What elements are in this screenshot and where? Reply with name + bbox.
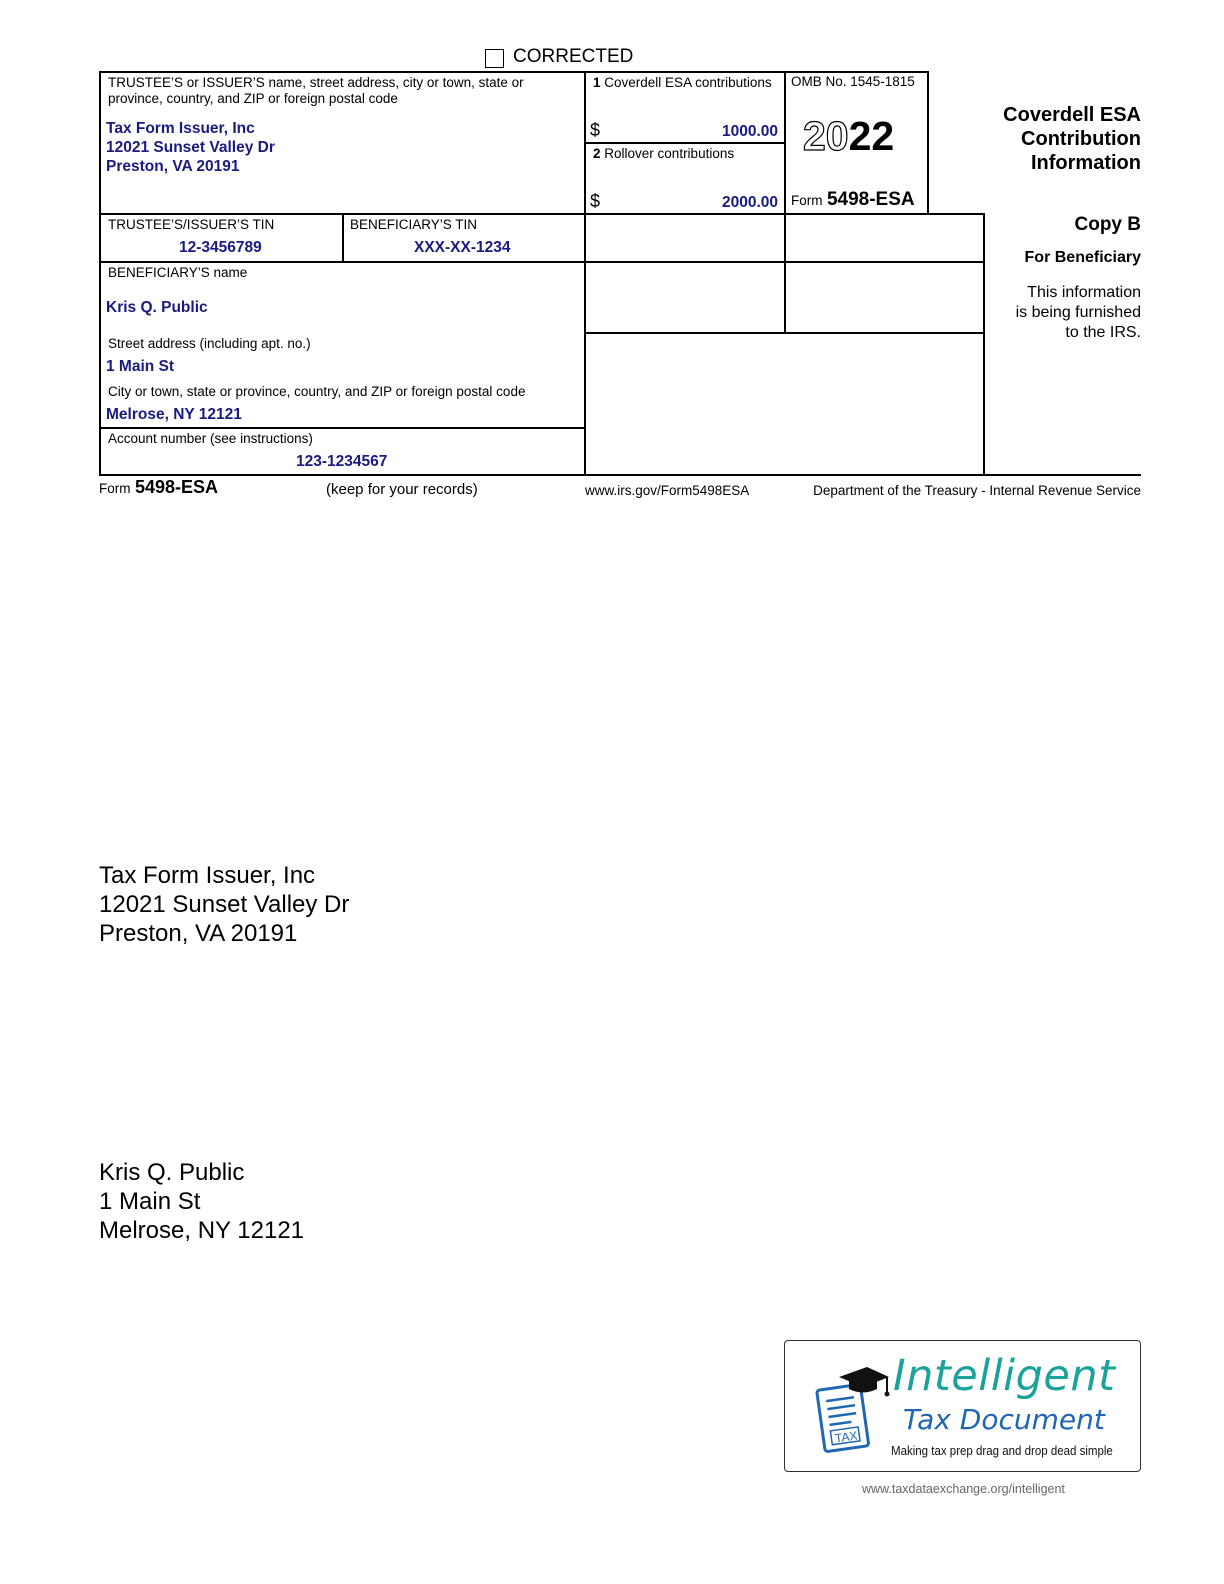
beneficiary-city: Melrose, NY 12121 [106,406,242,423]
logo-tagline: Making tax prep drag and drop dead simple [891,1444,1113,1458]
form-id: Form 5498-ESA [791,189,915,210]
logo-title-1: Intelligent [893,1351,1116,1401]
logo-url: www.taxdataexchange.org/intelligent [862,1482,1065,1496]
trustee-tin-label: TRUSTEE’S/ISSUER’S TIN [108,217,275,232]
footer-url: www.irs.gov/Form5498ESA [585,483,750,498]
beneficiary-tin-label: BENEFICIARY’S TIN [350,217,478,232]
beneficiary-name-label: BENEFICIARY’S name [108,265,248,280]
box1-label: 1 Coverdell ESA contributions [593,75,772,90]
beneficiary-city-label: City or town, state or province, country, and ZIP or foreign postal code [108,384,526,399]
account-label: Account number (see instructions) [108,431,313,446]
beneficiary-street-label: Street address (including apt. no.) [108,336,311,351]
box2-value: 2000.00 [721,194,778,211]
box2-dollar: $ [590,191,601,211]
form-title: Coverdell ESA Contribution Information [1003,104,1141,174]
footer-dept: Department of the Treasury - Internal Revenue Service [813,483,1141,498]
trustee-label: TRUSTEE’S or ISSUER’S name, street address, city or town, state or province, country, and ZIP or foreign postal code [108,75,524,106]
copy-for: For Beneficiary [1024,249,1141,266]
tax-year: 2022 [803,113,895,159]
beneficiary-street: 1 Main St [106,358,175,375]
trustee-tin-value: 12-3456789 [179,239,262,256]
trustee-name: Tax Form Issuer, Inc [106,120,255,137]
footer-keep: (keep for your records) [326,481,478,498]
box1-dollar: $ [590,120,601,140]
tax-document-icon [813,1365,893,1457]
beneficiary-tin-value: XXX-XX-1234 [414,239,511,256]
trustee-street: 12021 Sunset Valley Dr [106,139,275,156]
corrected-checkbox[interactable] [485,49,504,68]
logo-badge: TAX [834,1428,859,1446]
beneficiary-name: Kris Q. Public [106,299,208,316]
trustee-city: Preston, VA 20191 [106,158,240,175]
mailing-from: Tax Form Issuer, Inc 12021 Sunset Valley Dr Preston, VA 20191 [99,862,350,947]
corrected-label: CORRECTED [513,46,634,67]
mailing-to: Kris Q. Public 1 Main St Melrose, NY 12121 [99,1159,305,1244]
logo-title-2: Tax Document [903,1403,1105,1436]
account-value: 123-1234567 [296,453,388,470]
intelligent-tax-logo [784,1340,1141,1472]
footer-form-id: Form 5498-ESA [99,477,219,497]
copy-note: This information is being furnished to the IRS. [1015,284,1141,341]
box1-value: 1000.00 [721,123,778,140]
omb-number: OMB No. 1545-1815 [791,74,915,89]
copy-title: Copy B [1074,214,1141,235]
box2-label: 2 Rollover contributions [593,146,735,161]
